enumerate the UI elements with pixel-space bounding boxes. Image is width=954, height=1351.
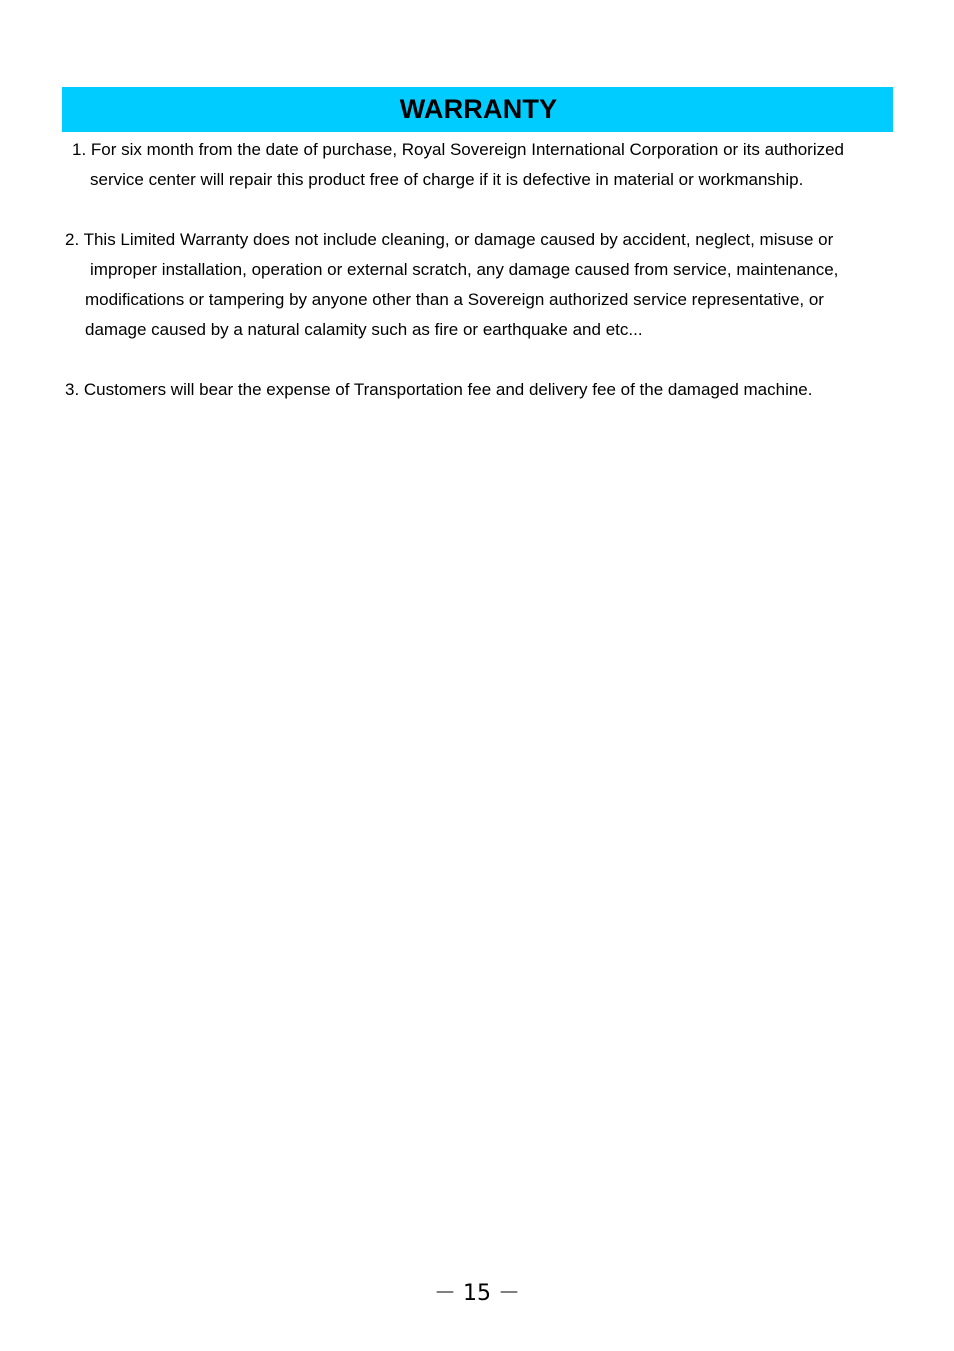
warranty-header-bar [62,87,893,132]
warranty-item-3-line-1: 3. Customers will bear the expense of Transportation fee and delivery fee of the damaged machine. [65,380,813,399]
warranty-item-2-line-2: improper installation, operation or external scratch, any damage caused from service, maintenance, [90,260,839,279]
page-title: WARRANTY [399,94,558,124]
warranty-item-2-line-3: modifications or tampering by anyone other than a Sovereign authorized service representative, or [85,290,824,309]
warranty-item-1-line-1: 1. For six month from the date of purchase, Royal Sovereign International Corporation or its authorized [72,140,845,159]
warranty-item-2-line-4: damage caused by a natural calamity such as fire or earthquake and etc... [85,320,643,339]
warranty-item-2-line-1: 2. This Limited Warranty does not include cleaning, or damage caused by accident, neglect, misuse or [65,230,834,249]
warranty-item-1-line-2: service center will repair this product free of charge if it is defective in material or workmanship. [90,170,804,189]
page-number: － 15 － [434,1281,520,1306]
